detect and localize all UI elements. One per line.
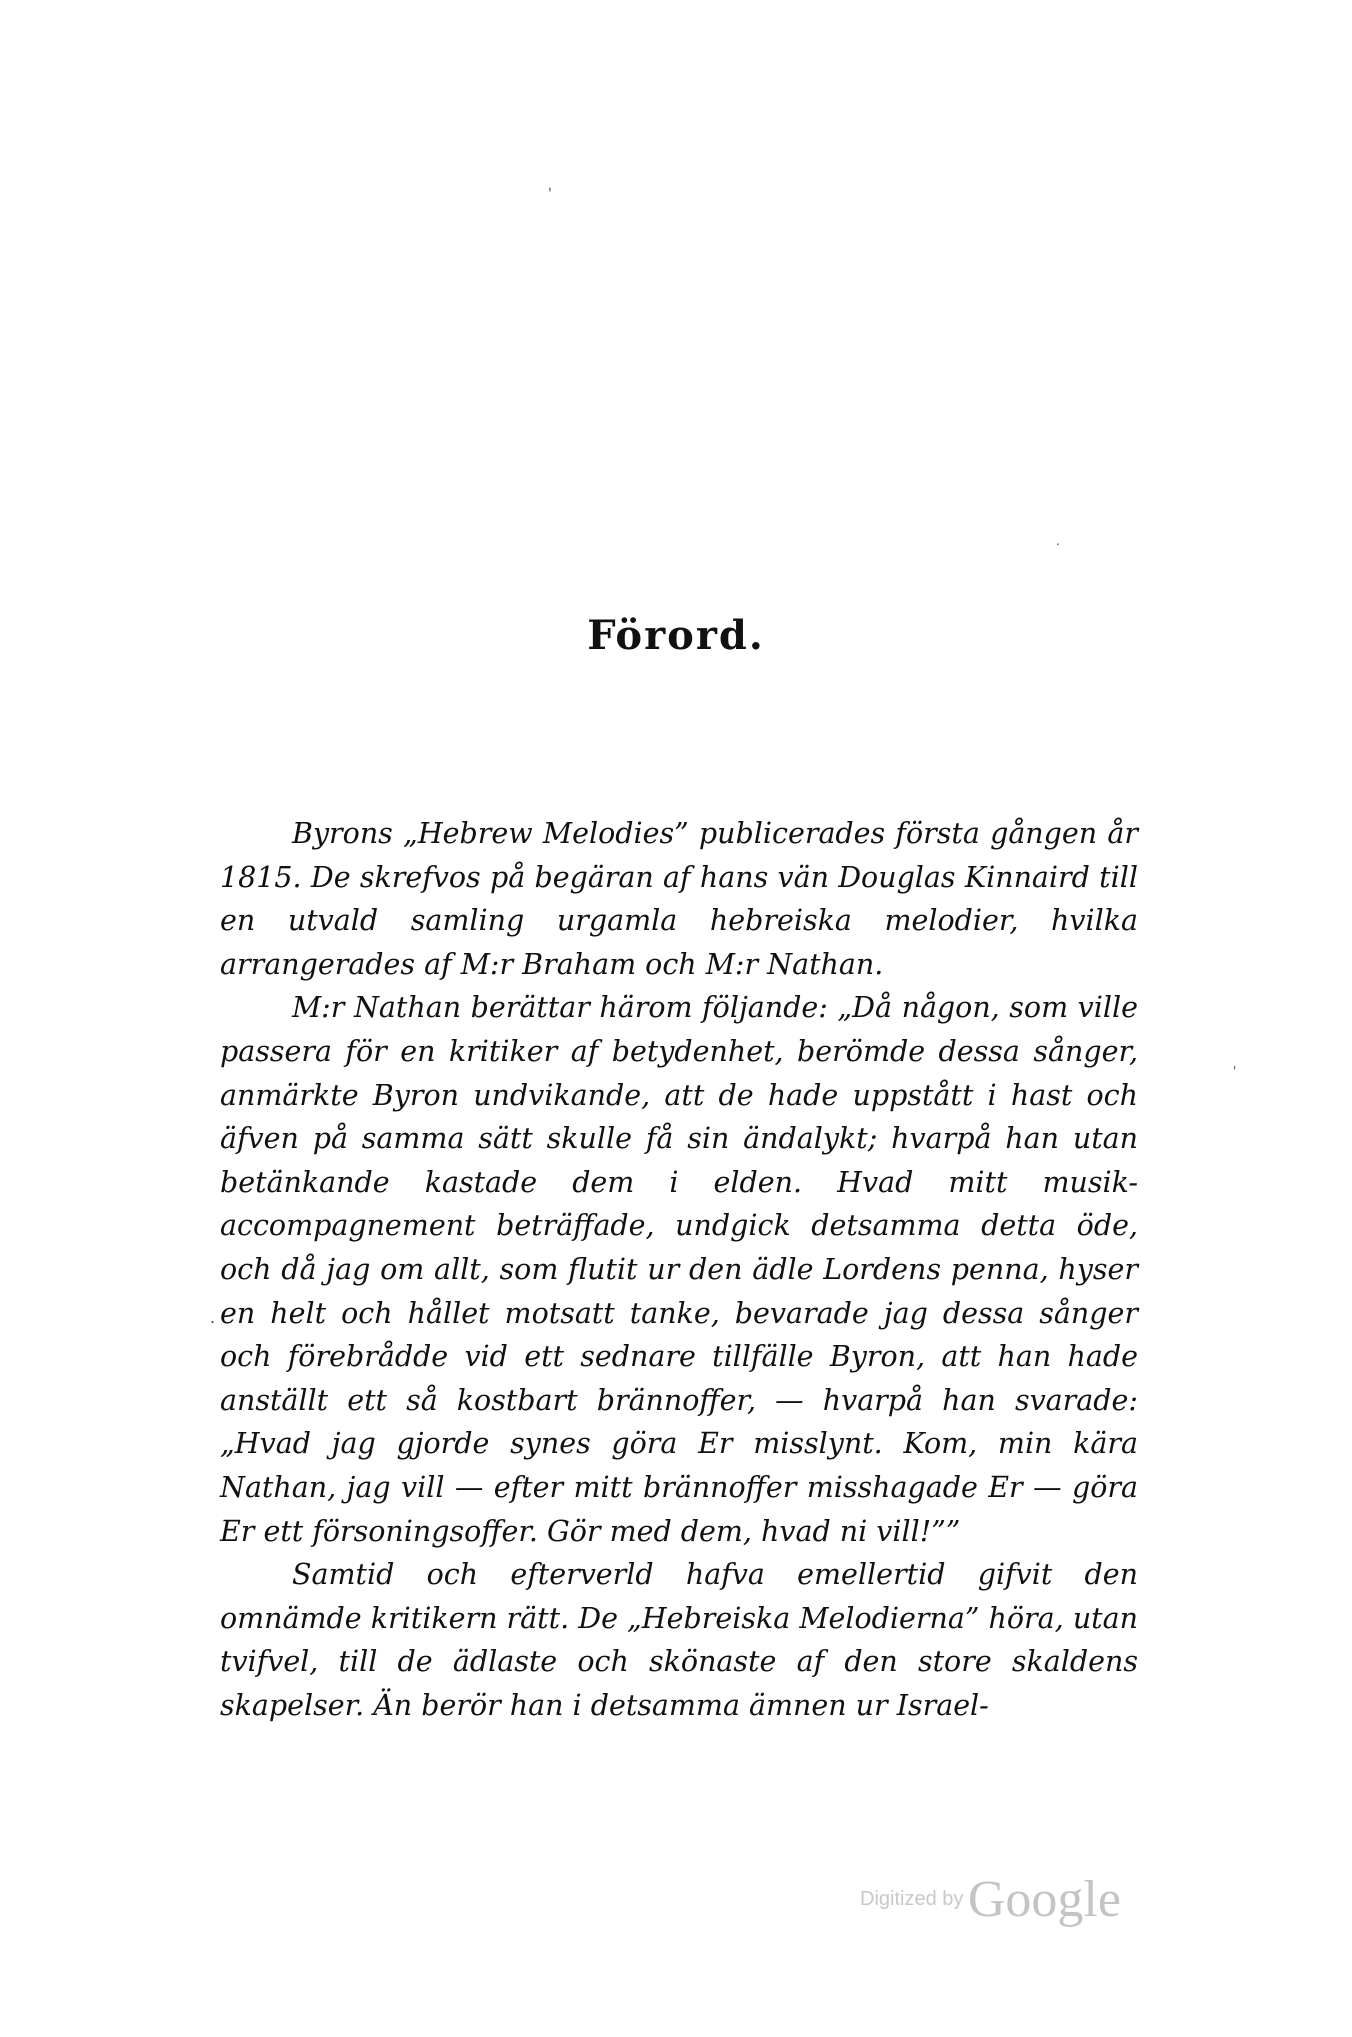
google-logo: Google — [967, 1871, 1121, 1928]
scan-speck: . — [1056, 534, 1060, 548]
body-text — [220, 812, 1138, 1727]
digitized-by-label: Digitized by — [860, 1888, 964, 1910]
scan-speck: ' — [548, 186, 552, 202]
scan-speck: . — [210, 1308, 216, 1327]
paragraph: Samtid och efterverld hafva emellertid gifvit den omnämde kritikern rätt. De „Hebreiska Melodierna” höra, utan tvifvel, till de ädlaste och skönaste af den store skaldens skapelser. Än berör han i detsamma ämnen ur Israel- — [220, 1558, 1138, 1722]
paragraph: Byrons „Hebrew Melodies” publicerades första gången år 1815. De skrefvos på begäran af hans vän Douglas Kinnaird till en utvald samling urgamla hebreiska melodier, hvilka arrangerades af M:r Braham och M:r Nathan. — [220, 817, 1138, 981]
scan-speck: ' — [1233, 1064, 1237, 1078]
digitized-watermark — [860, 1870, 1121, 1929]
page-title: Förord. — [587, 612, 765, 659]
paragraph: M:r Nathan berättar härom följande: „Då någon, som ville passera för en kritiker af betydenhet, berömde dessa sånger, anmärkte Byron undvikande, att de hade uppstått i hast och äfven på samma sätt skulle få sin ändalykt; hvarpå han utan betänkande kastade dem i elden. Hvad mitt musik-accompagnement beträffade, undgick detsamma detta öde, och då jag om allt, som flutit ur den ädle Lordens penna, hyser en helt och hållet motsatt tanke, bevarade jag dessa sånger och förebrådde vid ett sednare tillfälle Byron, att han hade anställt ett så kostbart brännoffer, — hvarpå han svarade: „Hvad jag gjorde synes göra Er misslynt. Kom, min kära Nathan, jag vill — efter mitt brännoffer misshagade Er — göra Er ett försoningsoffer. Gör med dem, hvad ni vill!”” — [220, 991, 1138, 1548]
